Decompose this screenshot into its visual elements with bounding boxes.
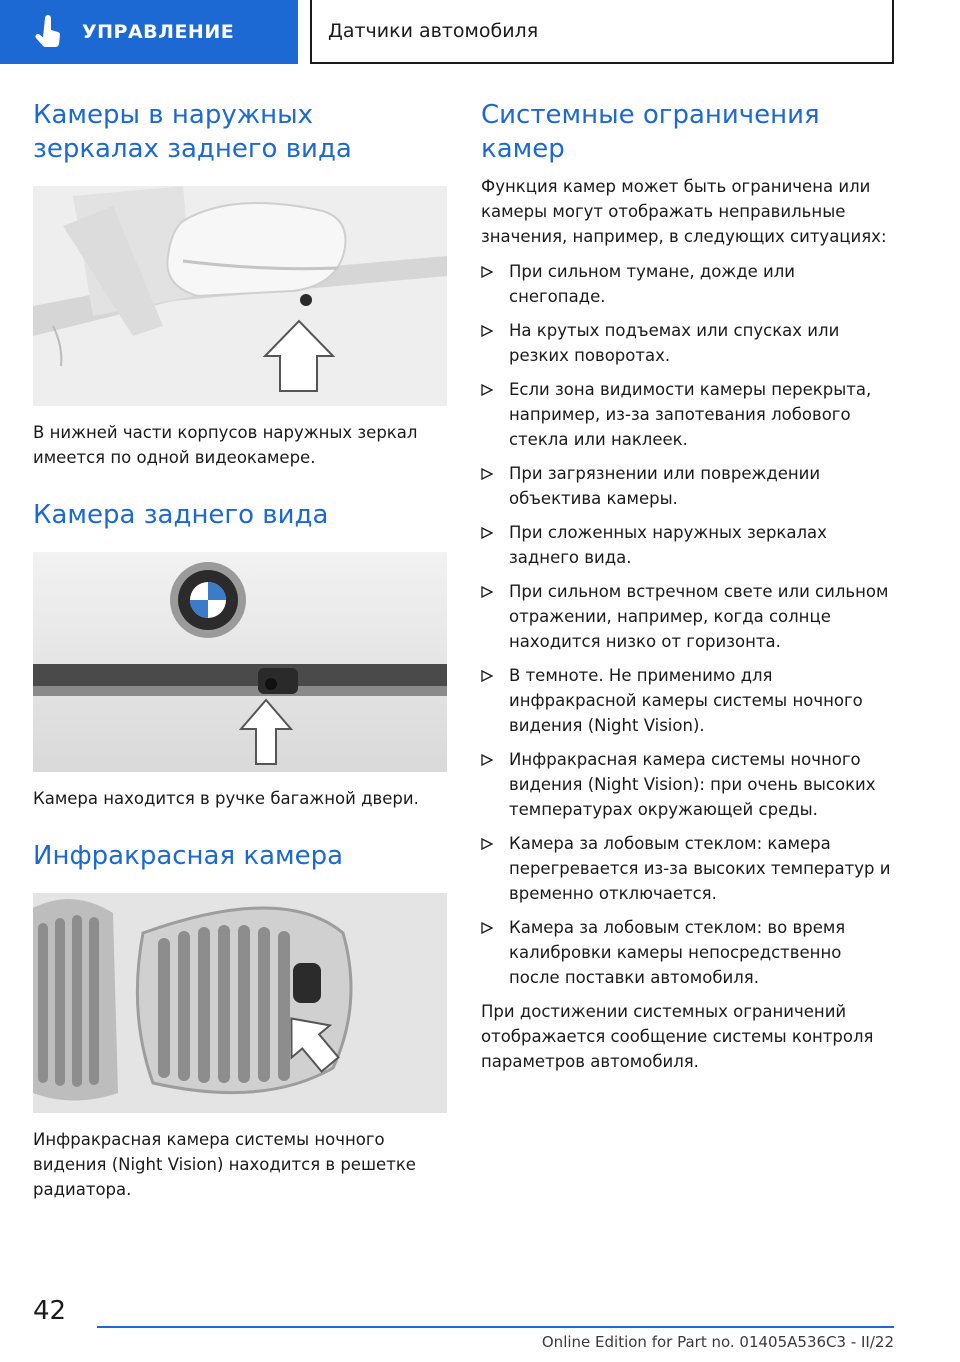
limitations-list <box>481 259 896 990</box>
infrared-camera-caption: Инфракрасная камера системы ночного видения (Night Vision) находится в решетке радиатора. <box>33 1130 416 1199</box>
bullet-triangle-icon <box>481 586 493 598</box>
infrared-camera-heading: Инфракрасная камера <box>33 841 344 871</box>
list-item: Камера за лобовым стеклом: камера перегревается из-за высоких температур и временно отключается. <box>481 831 896 906</box>
chapter-title: Датчики автомобиля <box>328 20 539 42</box>
bullet-triangle-icon <box>481 527 493 539</box>
bullet-triangle-icon <box>481 468 493 480</box>
infrared-camera-image <box>33 893 447 1113</box>
bullet-triangle-icon <box>481 325 493 337</box>
right-column <box>481 98 896 1074</box>
limitations-heading: Системные ограничения камер <box>481 100 820 164</box>
page-number: 42 <box>33 1296 67 1326</box>
list-item: На крутых подъемах или спусках или резких поворотах. <box>481 318 896 368</box>
rear-camera-caption: Камера находится в ручке багажной двери. <box>33 789 419 808</box>
list-item: Камера за лобовым стеклом: во время калибровки камеры непосредственно после поставки автомобиля. <box>481 915 896 990</box>
footer-rule <box>97 1326 894 1328</box>
mirror-camera-image <box>33 186 447 406</box>
bullet-triangle-icon <box>481 838 493 850</box>
bullet-triangle-icon <box>481 266 493 278</box>
section-label: УПРАВЛЕНИЕ <box>82 21 235 43</box>
mirror-camera-heading: Камеры в наружных зеркалах заднего вида <box>33 100 352 164</box>
list-item: В темноте. Не применимо для инфракрасной камеры системы ночного видения (Night Vision). <box>481 663 896 738</box>
chapter-header <box>310 0 894 64</box>
bullet-triangle-icon <box>481 670 493 682</box>
limitations-outro: При достижении системных ограничений отображается сообщение системы контроля параметров автомобиля. <box>481 1002 874 1071</box>
section-tab <box>0 0 298 64</box>
list-item: При сильном встречном свете или сильном отражении, например, когда солнце находится низко от горизонта. <box>481 579 896 654</box>
list-item: При сильном тумане, дожде или снегопаде. <box>481 259 896 309</box>
list-item: При сложенных наружных зеркалах заднего вида. <box>481 520 896 570</box>
bullet-triangle-icon <box>481 922 493 934</box>
rear-camera-image <box>33 552 447 772</box>
list-item: Если зона видимости камеры перекрыта, например, из-за запотевания лобового стекла или наклеек. <box>481 377 896 452</box>
bullet-triangle-icon <box>481 754 493 766</box>
list-item: Инфракрасная камера системы ночного видения (Night Vision): при очень высоких температурах окружающей среды. <box>481 747 896 822</box>
bullet-triangle-icon <box>481 384 493 396</box>
rear-camera-heading: Камера заднего вида <box>33 500 329 530</box>
limitations-intro: Функция камер может быть ограничена или камеры могут отображать неправильные значения, например, в следующих ситуациях: <box>481 177 887 246</box>
edition-text: Online Edition for Part no. 01405A536C3 - II/22 <box>541 1333 894 1351</box>
left-column <box>33 98 447 1230</box>
list-item: При загрязнении или повреждении объектива камеры. <box>481 461 896 511</box>
hand-pointer-icon <box>28 12 68 52</box>
mirror-camera-caption: В нижней части корпусов наружных зеркал имеется по одной видеокамере. <box>33 423 418 467</box>
